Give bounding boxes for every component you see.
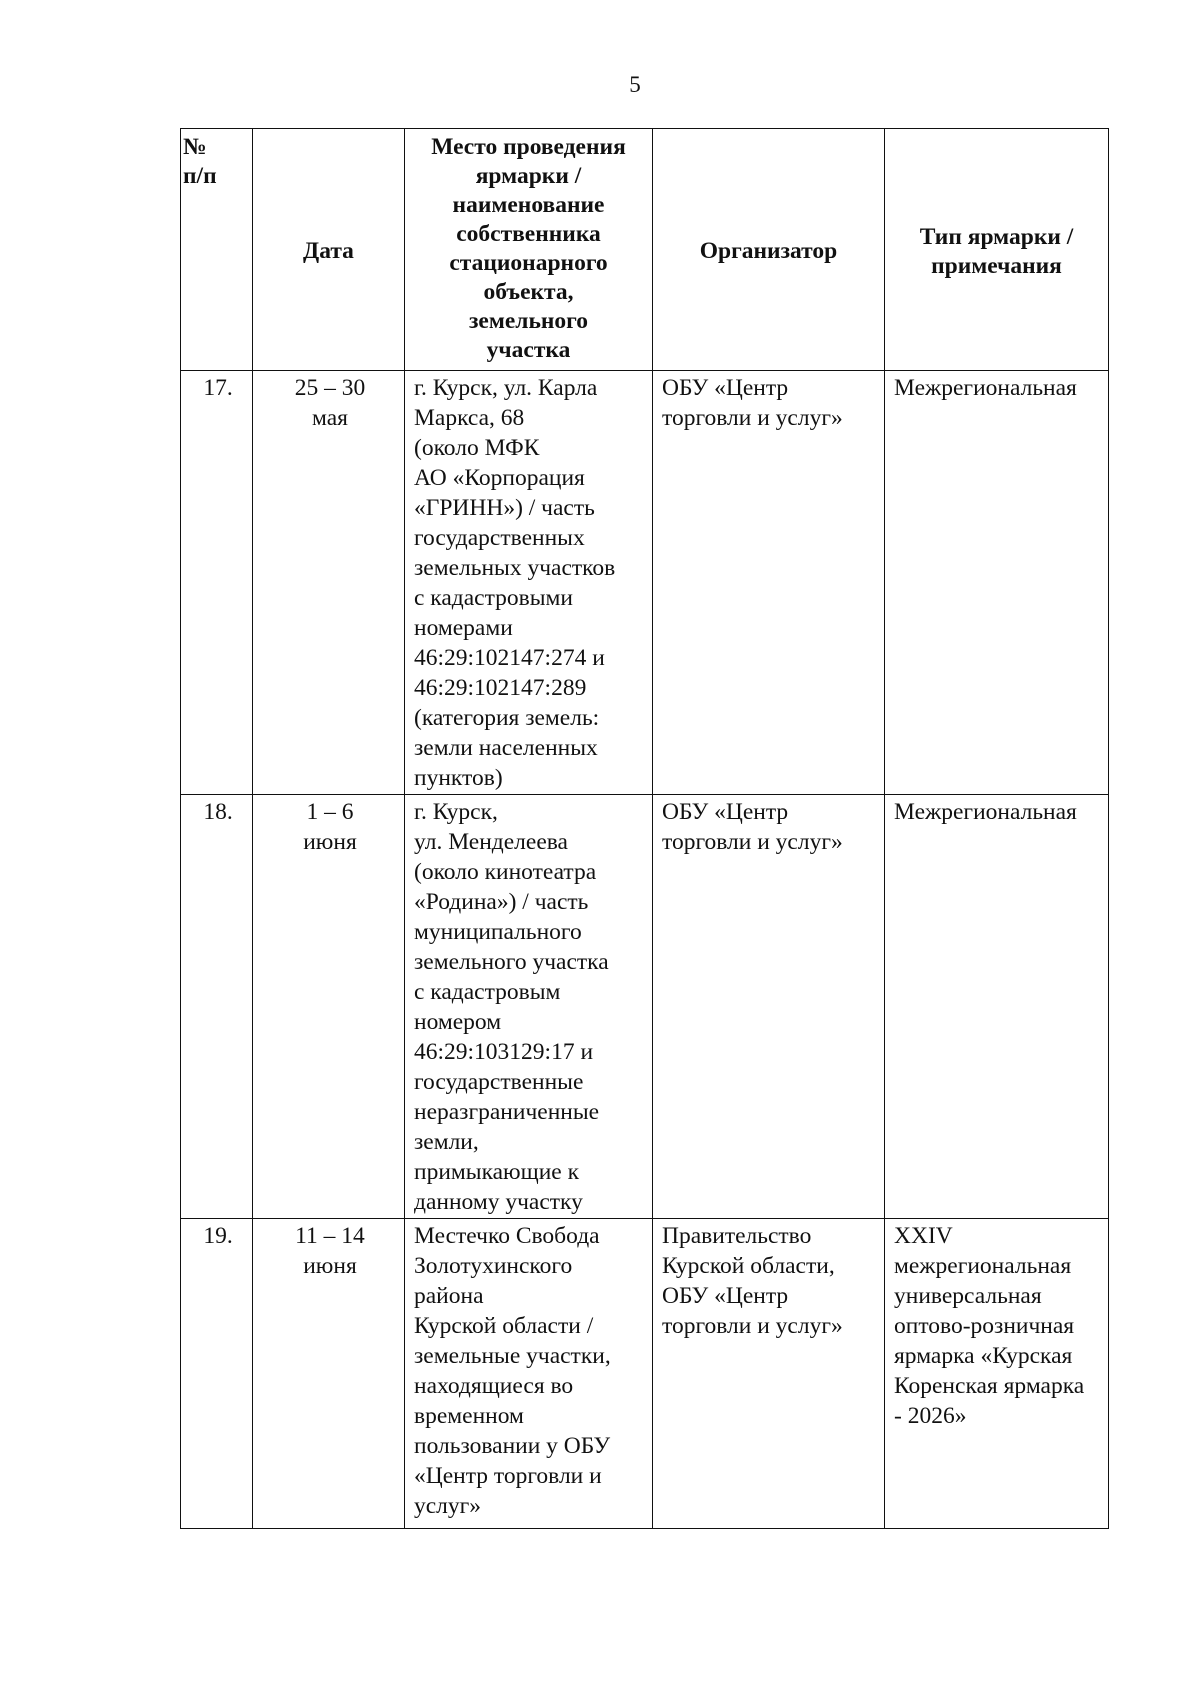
row-organizer-cell: [653, 1219, 885, 1529]
header-num: [181, 129, 253, 371]
row-num: 18.: [203, 799, 233, 825]
header-num-text: № п/п: [183, 134, 217, 189]
row-date-cell: [253, 1219, 405, 1529]
row-num-cell: [181, 371, 253, 795]
table-row: [181, 795, 1109, 1219]
row-num: 17.: [203, 375, 233, 401]
row-organizer: ОБУ «Центр торговли и услуг»: [662, 375, 843, 431]
table-header-row: [181, 129, 1109, 371]
row-num-cell: [181, 795, 253, 1219]
row-type-cell: [885, 1219, 1109, 1529]
header-organizer-text: Организатор: [699, 238, 838, 264]
row-organizer: ОБУ «Центр торговли и услуг»: [662, 799, 843, 855]
header-place-text: Место проведения ярмарки / наименование собственника стационарного объекта, земельного участка: [431, 134, 626, 363]
row-date: 1 – 6 июня: [303, 799, 357, 855]
row-type-cell: [885, 371, 1109, 795]
header-place: [405, 129, 653, 371]
row-date-cell: [253, 795, 405, 1219]
header-organizer: [653, 129, 885, 371]
page-number: 5: [629, 72, 641, 97]
row-type: Межрегиональная: [894, 375, 1077, 401]
row-type: XXIV межрегиональная универсальная оптово-розничная ярмарка «Курская Коренская ярмарка - 2026»: [894, 1223, 1085, 1429]
row-place-cell: [405, 371, 653, 795]
row-place: г. Курск, ул. Менделеева (около кинотеатра «Родина») / часть муниципального земельного участка с кадастровым номером 46:29:103129:17 и государственные неразграниченные земли, примыкающие к данному участку: [414, 799, 609, 1215]
row-place: г. Курск, ул. Карла Маркса, 68 (около МФК АО «Корпорация «ГРИНН») / часть государственных земельных участков с кадастровыми номерами 46:29:102147:274 и 46:29:102147:289 (категория земель: земли населенных пунктов): [414, 375, 616, 791]
header-type-text: Тип ярмарки / примечания: [919, 223, 1074, 279]
row-num: 19.: [203, 1223, 233, 1249]
header-type: [885, 129, 1109, 371]
header-date: [253, 129, 405, 371]
table-row: [181, 1219, 1109, 1529]
row-type-cell: [885, 795, 1109, 1219]
row-type: Межрегиональная: [894, 799, 1077, 825]
row-place-cell: [405, 1219, 653, 1529]
fairs-table: [180, 128, 1109, 1529]
table-row: [181, 371, 1109, 795]
row-place: Местечко Свобода Золотухинского района Курской области / земельные участки, находящиеся во временном пользовании у ОБУ «Центр торговли и услуг»: [414, 1223, 611, 1519]
header-date-text: Дата: [303, 238, 354, 264]
row-organizer-cell: [653, 371, 885, 795]
row-date-cell: [253, 371, 405, 795]
row-organizer-cell: [653, 795, 885, 1219]
row-date: 25 – 30 мая: [294, 375, 366, 431]
row-date: 11 – 14 июня: [295, 1223, 365, 1279]
row-num-cell: [181, 1219, 253, 1529]
row-organizer: Правительство Курской области, ОБУ «Центр торговли и услуг»: [662, 1223, 843, 1339]
row-place-cell: [405, 795, 653, 1219]
